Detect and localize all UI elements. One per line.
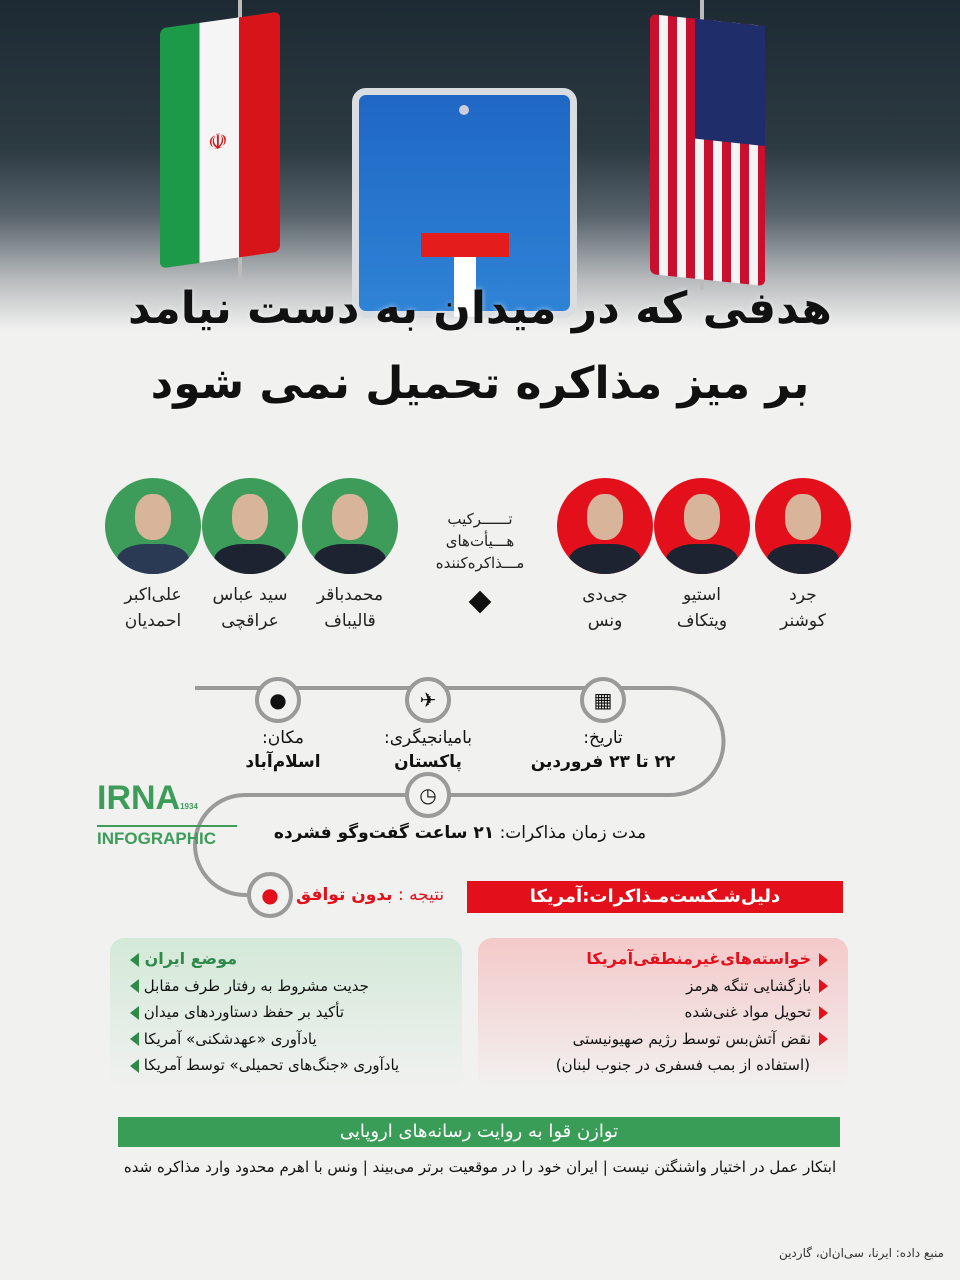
place-info: مکان: اسلام‌آباد: [245, 728, 321, 772]
failure-reason-banner: دلیل‌شـکست‌مـذاکرات:آمریکا: [467, 881, 843, 913]
date-info: تاریخ: ۲۲ تا ۲۳ فروردین: [530, 728, 676, 772]
iran-delegate: سید عباس عراقچی: [200, 478, 300, 634]
list-note: (استفاده از بمب فسفری در جنوب لبنان): [555, 1056, 810, 1074]
source-credit: منبع داده: ایرنا، سی‌ان‌ان، گاردین: [778, 1246, 944, 1260]
list-item: جدیت مشروط به رفتار طرف مقابل: [130, 973, 442, 1000]
iran-delegate: محمدباقر قالیباف: [300, 478, 400, 634]
clock-icon: ◷: [405, 772, 451, 818]
duration-info: مدت زمان مذاکرات: ۲۱ ساعت گفت‌وگو فشرده: [273, 823, 647, 843]
us-delegate: جرد کوشنر: [753, 478, 853, 634]
delegations-heading: تــــــرکیب هـــیأت‌های مـــذاکره‌کننده: [435, 510, 525, 572]
list-item: تأکید بر حفظ دستاوردهای میدان: [130, 999, 442, 1026]
us-delegate: استیو ویتکاف: [652, 478, 752, 634]
balance-heading: توازن قوا به روایت رسانه‌های اروپایی: [118, 1117, 840, 1147]
headline-line-2: بر میز مذاکره تحمیل نمی شود: [150, 358, 810, 409]
iran-delegate: علی‌اکبر احمدیان: [103, 478, 203, 634]
list-item: نقض آتش‌بس توسط رژیم صهیونیستی: [498, 1026, 828, 1053]
pakistan-map-icon: ✈: [405, 677, 451, 723]
iran-emblem-icon: ☫: [208, 128, 228, 157]
chat-bubble-icon: ●: [247, 872, 293, 918]
usa-demands-box: خواسته‌های‌غیرمنطقی‌آمریکا بازگشایی تنگه هرمز تحویل مواد غنی‌شده نقض آتش‌بس توسط رژیم صهیونیستی (استفاده از بمب فسفری در جنوب لبنان): [478, 938, 848, 1090]
headline-line-1: هدفی که در میدان به دست نیامد: [128, 283, 832, 334]
calendar-icon: ▦: [580, 677, 626, 723]
irna-logo: IRNA1934 INFOGRAPHIC: [97, 780, 237, 851]
location-pin-icon: ●: [255, 677, 301, 723]
list-item: یادآوری «عهدشکنی» آمریکا: [130, 1026, 442, 1053]
result-info: نتیجه : بدون توافق: [296, 885, 445, 905]
balance-text: ابتکار عمل در اختیار واشنگتن نیست | ایران خود را در موقعیت برتر می‌بیند | ونس با اهرم محدود وارد مذاکره شده: [123, 1158, 837, 1176]
mediation-info: بامیانجیگری: پاکستان: [384, 728, 472, 772]
list-item: تحویل مواد غنی‌شده: [498, 999, 828, 1026]
list-item: یادآوری «جنگ‌های تحمیلی» توسط آمریکا: [130, 1052, 442, 1079]
list-item: بازگشایی تنگه هرمز: [498, 973, 828, 1000]
us-delegate: جی‌دی ونس: [555, 478, 655, 634]
iran-position-box: موضع ایران جدیت مشروط به رفتار طرف مقابل تأکید بر حفظ دستاوردهای میدان یادآوری «عهدشکنی» آمریکا یادآوری «جنگ‌های تحمیلی» توسط آمریکا: [110, 938, 462, 1090]
